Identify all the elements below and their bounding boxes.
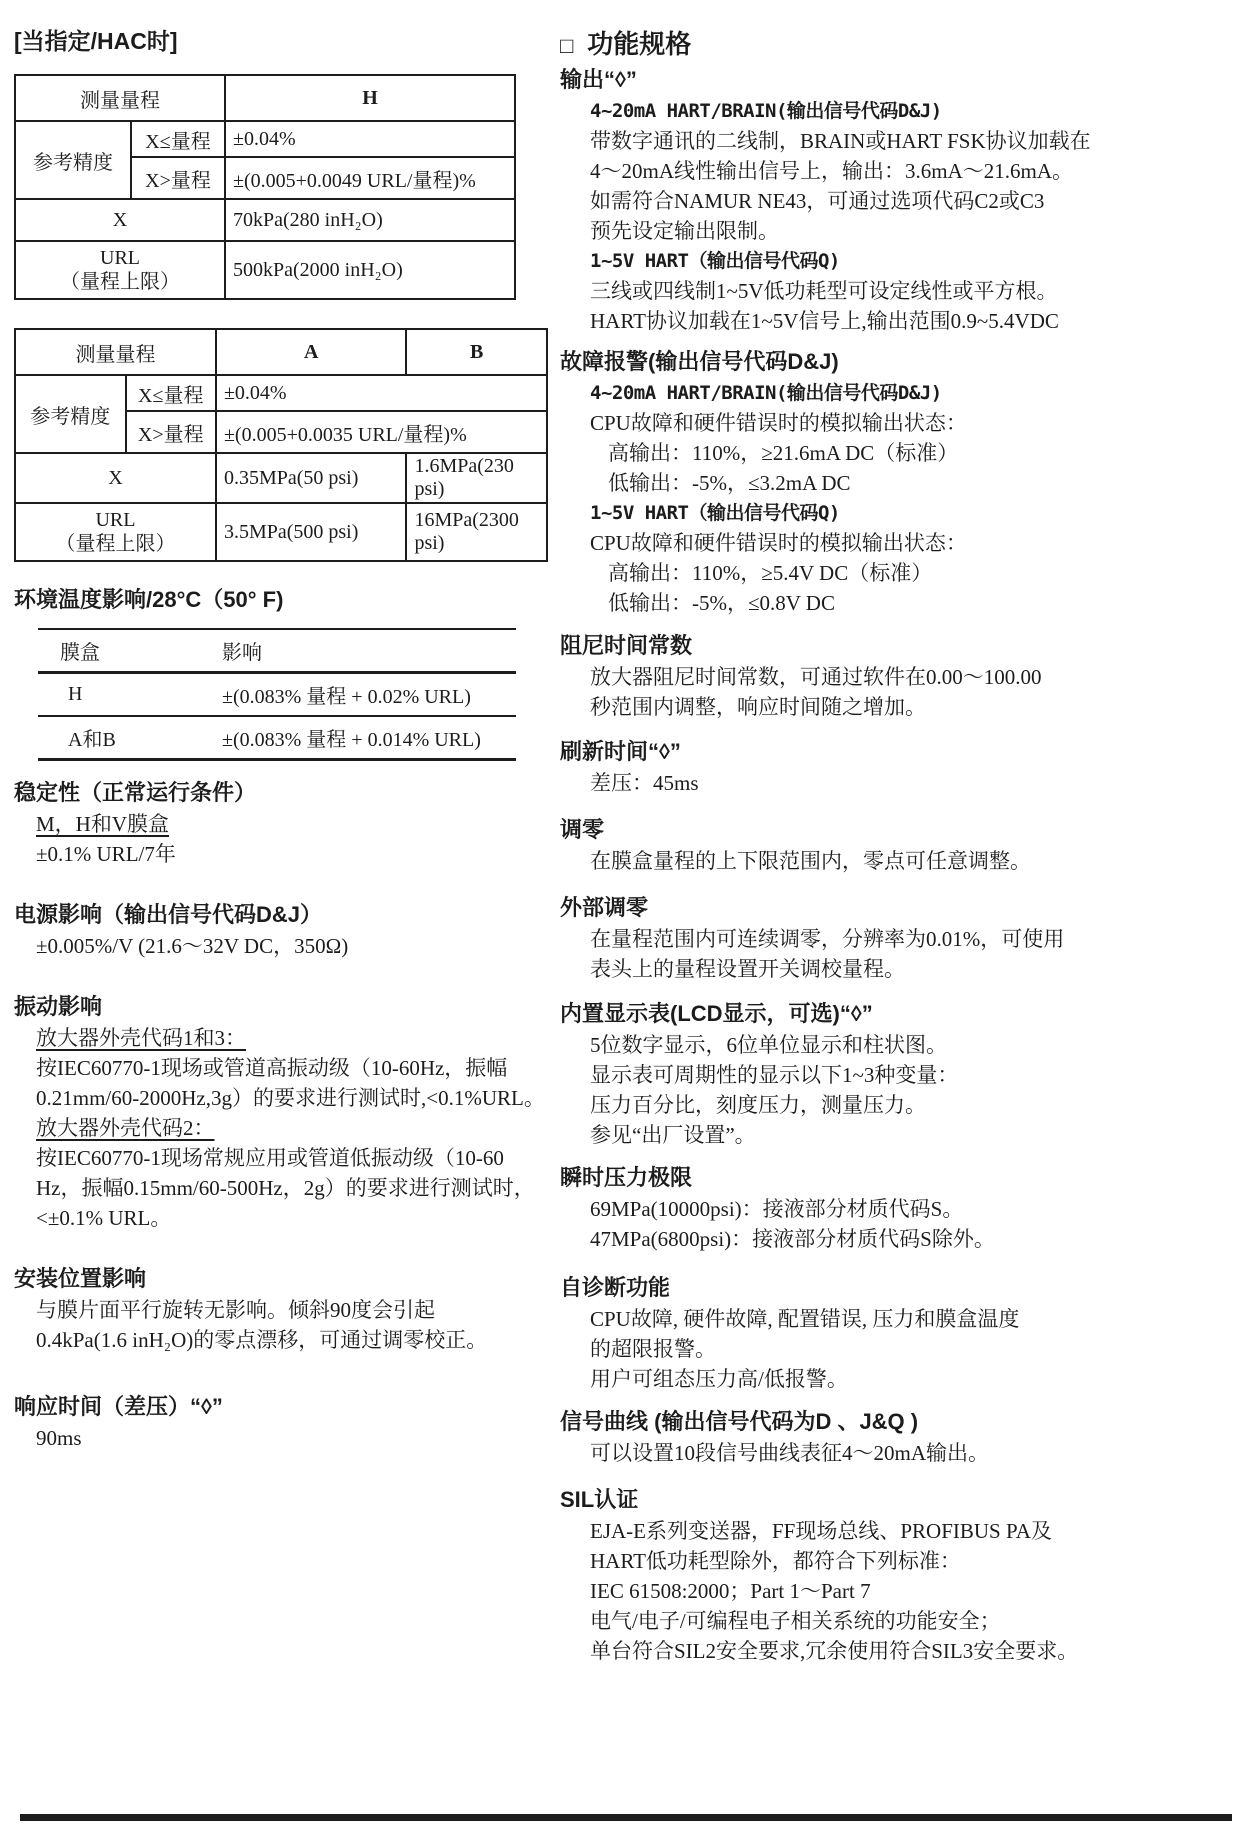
x-value: 70kPa(280 inH₂O) <box>225 199 515 241</box>
left-column <box>14 24 548 1453</box>
alarm-line: 低输出：-5%，≤0.8V DC <box>608 591 835 615</box>
display-line: 5位数字显示，6位单位显示和柱状图。 <box>590 1033 947 1057</box>
url-label <box>15 241 225 299</box>
functional-spec-header <box>560 26 1252 64</box>
table-header-row <box>38 629 516 673</box>
sil-title: SIL认证 <box>560 1487 639 1512</box>
right-column <box>560 26 1252 1666</box>
capsule-h-header: H <box>225 75 515 121</box>
vibration-case1-label: 放大器外壳代码1和3： <box>36 1026 246 1050</box>
x-label: X <box>15 199 225 241</box>
url-value: 500kPa(2000 inH₂O) <box>225 241 515 299</box>
measuring-span-label: 测量量程 <box>15 329 216 375</box>
vibration-case2-label: 放大器外壳代码2： <box>36 1116 215 1140</box>
response-time-value: 90ms <box>36 1426 82 1450</box>
url-label-line2: （量程上限） <box>55 533 176 555</box>
transient-title: 瞬时压力极限 <box>560 1165 693 1190</box>
display-title: 内置显示表(LCD显示，可选)“◊” <box>560 1001 873 1026</box>
x-le-span-label: X≤量程 <box>131 121 225 157</box>
power-effect-title: 电源影响（输出信号代码D&J） <box>14 902 323 927</box>
sil-line: IEC 61508:2000；Part 1～Part 7 <box>590 1579 871 1603</box>
x-value-b: 1.6MPa(230 psi) <box>406 453 547 503</box>
table-row <box>15 241 515 299</box>
alarm-sub-1-5v: 1~5V HART（输出信号代码Q) <box>590 502 840 524</box>
x-value-a: 0.35MPa(50 psi) <box>216 453 407 503</box>
mounting-title: 安装位置影响 <box>14 1266 147 1291</box>
reference-accuracy-label: 参考精度 <box>15 375 126 453</box>
capsule-cell: H <box>38 673 220 717</box>
selfdiag-title: 自诊断功能 <box>560 1275 671 1300</box>
output-line: 预先设定输出限制。 <box>590 219 779 243</box>
x-gt-span-label: X>量程 <box>131 157 225 199</box>
output-sub-1-5v: 1~5V HART（输出信号代码Q) <box>590 250 840 272</box>
stability-capsule-label: M，H和V膜盒 <box>36 812 170 836</box>
output-sub-4-20ma: 4~20mA HART/BRAIN(输出信号代码D&J) <box>590 100 942 122</box>
selfdiag-line: 用户可组态压力高/低报警。 <box>590 1367 848 1391</box>
curve-title: 信号曲线 (输出信号代码为D 、J&Q ) <box>560 1409 919 1434</box>
output-title: 输出“◊” <box>560 67 637 92</box>
damping-line: 秒范围内调整，响应时间随之增加。 <box>590 695 926 719</box>
alarm-line: CPU故障和硬件错误时的模拟输出状态： <box>590 411 967 435</box>
mounting-line: 与膜片面平行旋转无影响。倾斜90度会引起 <box>36 1298 435 1322</box>
alarm-line: 高输出：110%，≥5.4V DC（标准） <box>608 561 933 585</box>
vibration-case1-line: 0.21mm/60-2000Hz,3g）的要求进行测试时,<0.1%URL。 <box>36 1086 545 1110</box>
power-effect-value: ±0.005%/V (21.6～32V DC，350Ω) <box>36 934 349 958</box>
url-label-line2: （量程上限） <box>60 271 180 293</box>
reference-accuracy-label: 参考精度 <box>15 121 131 199</box>
display-line: 参见“出厂设置”。 <box>590 1123 756 1147</box>
functional-spec-title: 功能规格 <box>587 29 692 59</box>
ext-zero-line: 在量程范围内可连续调零，分辨率为0.01%，可使用 <box>590 927 1065 951</box>
output-line: 三线或四线制1~5V低功耗型可设定线性或平方根。 <box>590 279 1058 303</box>
sil-line: HART低功耗型除外，都符合下列标准： <box>590 1549 961 1573</box>
vibration-case2-line: Hz，振幅0.15mm/60-500Hz，2g）的要求进行测试时， <box>36 1176 535 1200</box>
capsule-b-header: B <box>406 329 547 375</box>
transient-line: 47MPa(6800psi)：接液部分材质代码S除外。 <box>590 1227 995 1251</box>
zero-line: 在膜盒量程的上下限范围内，零点可任意调整。 <box>590 849 1031 873</box>
effect-cell: ±(0.083% 量程 + 0.02% URL) <box>220 673 516 717</box>
url-label-line1: URL <box>100 247 140 269</box>
temp-effect-title: 环境温度影响/28°C（50° F) <box>14 587 284 612</box>
sil-line: 电气/电子/可编程电子相关系统的功能安全； <box>590 1609 1001 1633</box>
alarm-line: CPU故障和硬件错误时的模拟输出状态： <box>590 531 967 555</box>
table-row <box>15 453 547 503</box>
refresh-title: 刷新时间“◊” <box>560 739 681 764</box>
url-label <box>15 503 216 561</box>
accuracy-table-ab <box>14 328 548 562</box>
alarm-sub-4-20ma: 4~20mA HART/BRAIN(输出信号代码D&J) <box>590 382 942 404</box>
vibration-case1-line: 按IEC60770-1现场或管道高振动级（10-60Hz，振幅 <box>36 1056 508 1080</box>
table-row <box>15 121 515 157</box>
table-row <box>15 329 547 375</box>
curve-line: 可以设置10段信号曲线表征4～20mA输出。 <box>590 1441 989 1465</box>
output-line: HART协议加载在1~5V信号上,输出范围0.9~5.4VDC <box>590 309 1059 333</box>
temp-effect-table <box>38 628 516 761</box>
capsule-cell: A和B <box>38 716 220 760</box>
alarm-title: 故障报警(输出信号代码D&J) <box>560 349 839 374</box>
vibration-case2-line: <±0.1% URL。 <box>36 1206 172 1230</box>
display-line: 显示表可周期性的显示以下1~3种变量： <box>590 1063 959 1087</box>
ext-zero-title: 外部调零 <box>560 895 649 920</box>
table-row <box>38 673 516 717</box>
page-bottom-rule <box>20 1814 1232 1821</box>
measuring-span-label: 测量量程 <box>15 75 225 121</box>
effect-col-header: 影响 <box>220 629 516 673</box>
ext-zero-line: 表头上的量程设置开关调校量程。 <box>590 957 905 981</box>
output-line: 4～20mA线性输出信号上，输出：3.6mA～21.6mA。 <box>590 159 1073 183</box>
url-label-line1: URL <box>95 509 136 531</box>
alarm-line: 低输出：-5%，≤3.2mA DC <box>608 471 851 495</box>
x-gt-span-value: ±(0.005+0.0035 URL/量程)% <box>216 411 547 453</box>
selfdiag-line: 的超限报警。 <box>590 1337 716 1361</box>
vibration-title: 振动影响 <box>14 994 103 1019</box>
table-row <box>15 199 515 241</box>
damping-line: 放大器阻尼时间常数，可通过软件在0.00～100.00 <box>590 665 1042 689</box>
transient-line: 69MPa(10000psi)：接液部分材质代码S。 <box>590 1197 964 1221</box>
x-le-span-value: ±0.04% <box>225 121 515 157</box>
response-time-title: 响应时间（差压）“◊” <box>14 1394 223 1419</box>
refresh-value: 差压：45ms <box>590 771 699 795</box>
selfdiag-line: CPU故障, 硬件故障, 配置错误, 压力和膜盒温度 <box>590 1307 1020 1331</box>
square-bullet-icon: □ <box>560 33 574 58</box>
zero-title: 调零 <box>560 817 605 842</box>
sil-line: EJA-E系列变送器，FF现场总线、PROFIBUS PA及 <box>590 1519 1052 1543</box>
accuracy-table-h <box>14 74 516 300</box>
url-value-a: 3.5MPa(500 psi) <box>216 503 407 561</box>
table-row <box>15 375 547 411</box>
output-line: 带数字通讯的二线制，BRAIN或HART FSK协议加载在 <box>590 129 1091 153</box>
table-row <box>38 716 516 760</box>
x-gt-span-label: X>量程 <box>126 411 216 453</box>
url-value-b: 16MPa(2300 psi) <box>406 503 547 561</box>
effect-cell: ±(0.083% 量程 + 0.014% URL) <box>220 716 516 760</box>
alarm-line: 高输出：110%，≥21.6mA DC（标准） <box>608 441 959 465</box>
capsule-col-header: 膜盒 <box>38 629 220 673</box>
vibration-case2-line: 按IEC60770-1现场常规应用或管道低振动级（10-60 <box>36 1146 504 1170</box>
damping-title: 阻尼时间常数 <box>560 633 693 658</box>
display-line: 压力百分比，刻度压力，测量压力。 <box>590 1093 926 1117</box>
sil-line: 单台符合SIL2安全要求,冗余使用符合SIL3安全要求。 <box>590 1639 1079 1663</box>
table-row <box>15 503 547 561</box>
mounting-line: 0.4kPa(1.6 inH₂O)的零点漂移，可通过调零校正。 <box>36 1328 488 1352</box>
x-gt-span-value: ±(0.005+0.0049 URL/量程)% <box>225 157 515 199</box>
x-le-span-value: ±0.04% <box>216 375 547 411</box>
capsule-a-header: A <box>216 329 407 375</box>
table-row <box>15 75 515 121</box>
output-line: 如需符合NAMUR NE43，可通过选项代码C2或C3 <box>590 189 1045 213</box>
x-label: X <box>15 453 216 503</box>
x-le-span-label: X≤量程 <box>126 375 216 411</box>
stability-title: 稳定性（正常运行条件） <box>14 780 257 805</box>
hac-section-title: [当指定/HAC时] <box>14 28 178 54</box>
stability-value: ±0.1% URL/7年 <box>36 842 176 866</box>
